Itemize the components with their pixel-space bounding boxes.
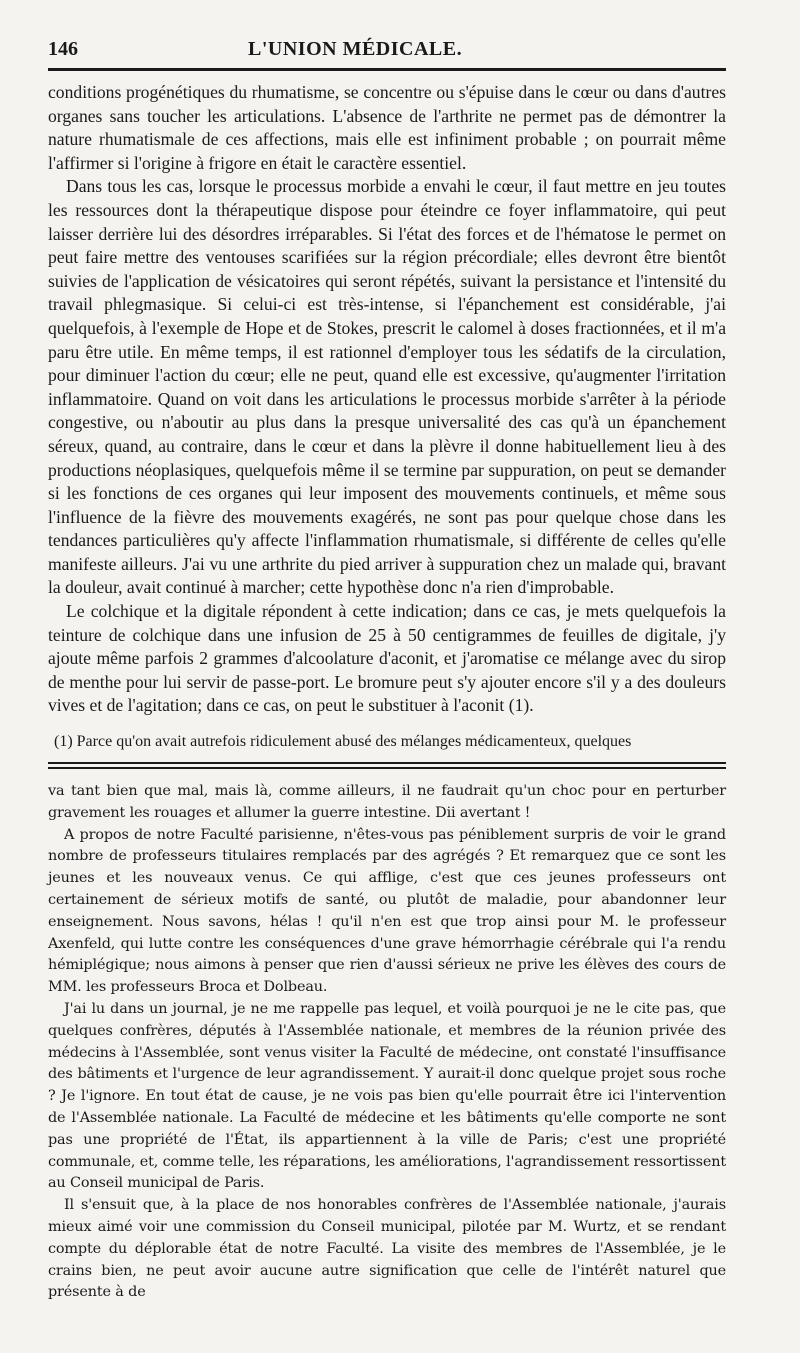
feuilleton-section [48, 781, 726, 1304]
footnote: (1) Parce qu'on avait autrefois ridiculement abusé des mélanges médicamenteux, quelques [54, 733, 632, 751]
page-header [48, 38, 726, 66]
article-paragraph: conditions progénétiques du rhumatisme, se concentre ou s'épuise dans le cœur ou dans d'autres organes sans toucher les articulations. L'absence de l'arthrite ne permet pas de démontrer la nature rhumatismale de ces affections, mais elle est infiniment probable ; on pourrait même l'affirmer si l'origine à frigore en était le caractère essentiel. [48, 82, 726, 173]
feuilleton-paragraph: J'ai lu dans un journal, je ne me rappelle pas lequel, et voilà pourquoi je ne le cite pas, que quelques confrères, députés à l'Assemblée nationale, et membres de la réunion privée des médecins à l'Assemblée, sont venus visiter la Faculté de médecine, ont constaté l'insuffisance des bâtiments et l'urgence de leur agrandissement. Y aurait-il donc quelque projet sous roche ? Je l'ignore. En tout état de cause, je ne vois pas bien qu'elle pourrait être ici l'intervention de l'Assemblée nationale. La Faculté de médecine et les bâtiments qu'elle comporte ne sont pas une propriété de l'État, ils appartiennent à la ville de Paris; c'est une propriété communale, et, comme telle, les réparations, les améliorations, l'agrandissement ressortissent au Conseil municipal de Paris. [48, 1001, 726, 1192]
journal-title: L'UNION MÉDICALE. [248, 38, 463, 60]
feuilleton-paragraph: Il s'ensuit que, à la place de nos honorables confrères de l'Assemblée nationale, j'aurais mieux aimé voir une commission du Conseil municipal, pilotée par M. Wurtz, et se rendant compte du déplorable état de notre Faculté. La visite des membres de l'Assemblée, je le crains bien, ne peut avoir aucune autre signification que celle de l'intérêt naturel que présente à de [48, 1197, 726, 1301]
feuilleton-divider [48, 762, 726, 769]
header-rule [48, 68, 726, 71]
feuilleton-paragraph: A propos de notre Faculté parisienne, n'êtes-vous pas péniblement surpris de voir le grand nombre de professeurs titulaires remplacés par des agrégés ? Et remarquez que ce sont les jeunes et les nouveaux venus. Ce qui afflige, c'est que ces jeunes professeurs ont certainement de sérieux motifs de santé, ou plutôt de maladie, pour abandonner leur enseignement. Nous savons, hélas ! qu'il n'en est que trop ainsi pour M. le professeur Axenfeld, qui lutte contre les conséquences d'une grave hémorrhagie cérébrale qui l'a rendu hémiplégique; nous aimons à penser que rien d'aussi sérieux ne prive les élèves des cours de MM. les professeurs Broca et Dolbeau. [48, 826, 726, 996]
main-article [48, 81, 726, 718]
article-paragraph: Dans tous les cas, lorsque le processus morbide a envahi le cœur, il faut mettre en jeu toutes les ressources dont la thérapeutique dispose pour éteindre ce foyer inflammatoire, qui peut laisser derrière lui des désordres irréparables. Si l'état des forces et de l'hématose le permet on peut faire mettre des ventouses scarifiées sur la région précordiale; elles devront être bientôt suivies de l'application de vésicatoires qui seront répétés, suivant la persistance et l'intensité du travail phlegmasique. Si celui-ci est très-intense, si l'épanchement est considérable, j'ai quelquefois, à l'exemple de Hope et de Stokes, prescrit le calomel à doses fractionnées, et il m'a paru être utile. En même temps, il est rationnel d'employer tous les sédatifs de la circulation, pour diminuer l'action du cœur; elle ne peut, quand elle est excessive, qu'augmenter l'irritation inflammatoire. Quand on voit dans les articulations le processus morbide s'arrêter à la période congestive, ou n'aboutir au plus dans la presque universalité des cas qu'à un épanchement séreux, quand, au contraire, dans le cœur et dans la plèvre il donne habituellement lieu à des productions néoplasiques, quelquefois même il se termine par suppuration, on peut se demander si les fonctions de ces organes qui leur imposent des mouvements continuels, et même sous l'influence de la fièvre des mouvements exagérés, ne sont pas pour quelque chose dans les tendances particulières qu'y affecte l'inflammation rhumatismale, si différente de celles qu'elle manifeste ailleurs. J'ai vu une arthrite du pied arriver à suppuration chez un malade qui, bravant la douleur, avait continué à marcher; cette hypothèse donc n'a rien d'improbable. [48, 176, 726, 598]
page-number: 146 [48, 38, 78, 60]
article-paragraph: Le colchique et la digitale répondent à cette indication; dans ce cas, je mets quelquefois la teinture de colchique dans une infusion de 25 à 50 centigrammes de feuilles de digitale, j'y ajoute même parfois 2 grammes d'alcoolature d'aconit, et j'aromatise ce mélange avec du sirop de menthe pour lui servir de passe-port. Le bromure peut s'y ajouter encore s'il y a des douleurs vives et de l'agitation; dans ce cas, on peut le substituer à l'aconit (1). [48, 601, 726, 716]
feuilleton-paragraph: va tant bien que mal, mais là, comme ailleurs, il ne faudrait qu'un choc pour en perturber gravement les rouages et allumer la guerre intestine. Dii avertant ! [48, 783, 726, 821]
